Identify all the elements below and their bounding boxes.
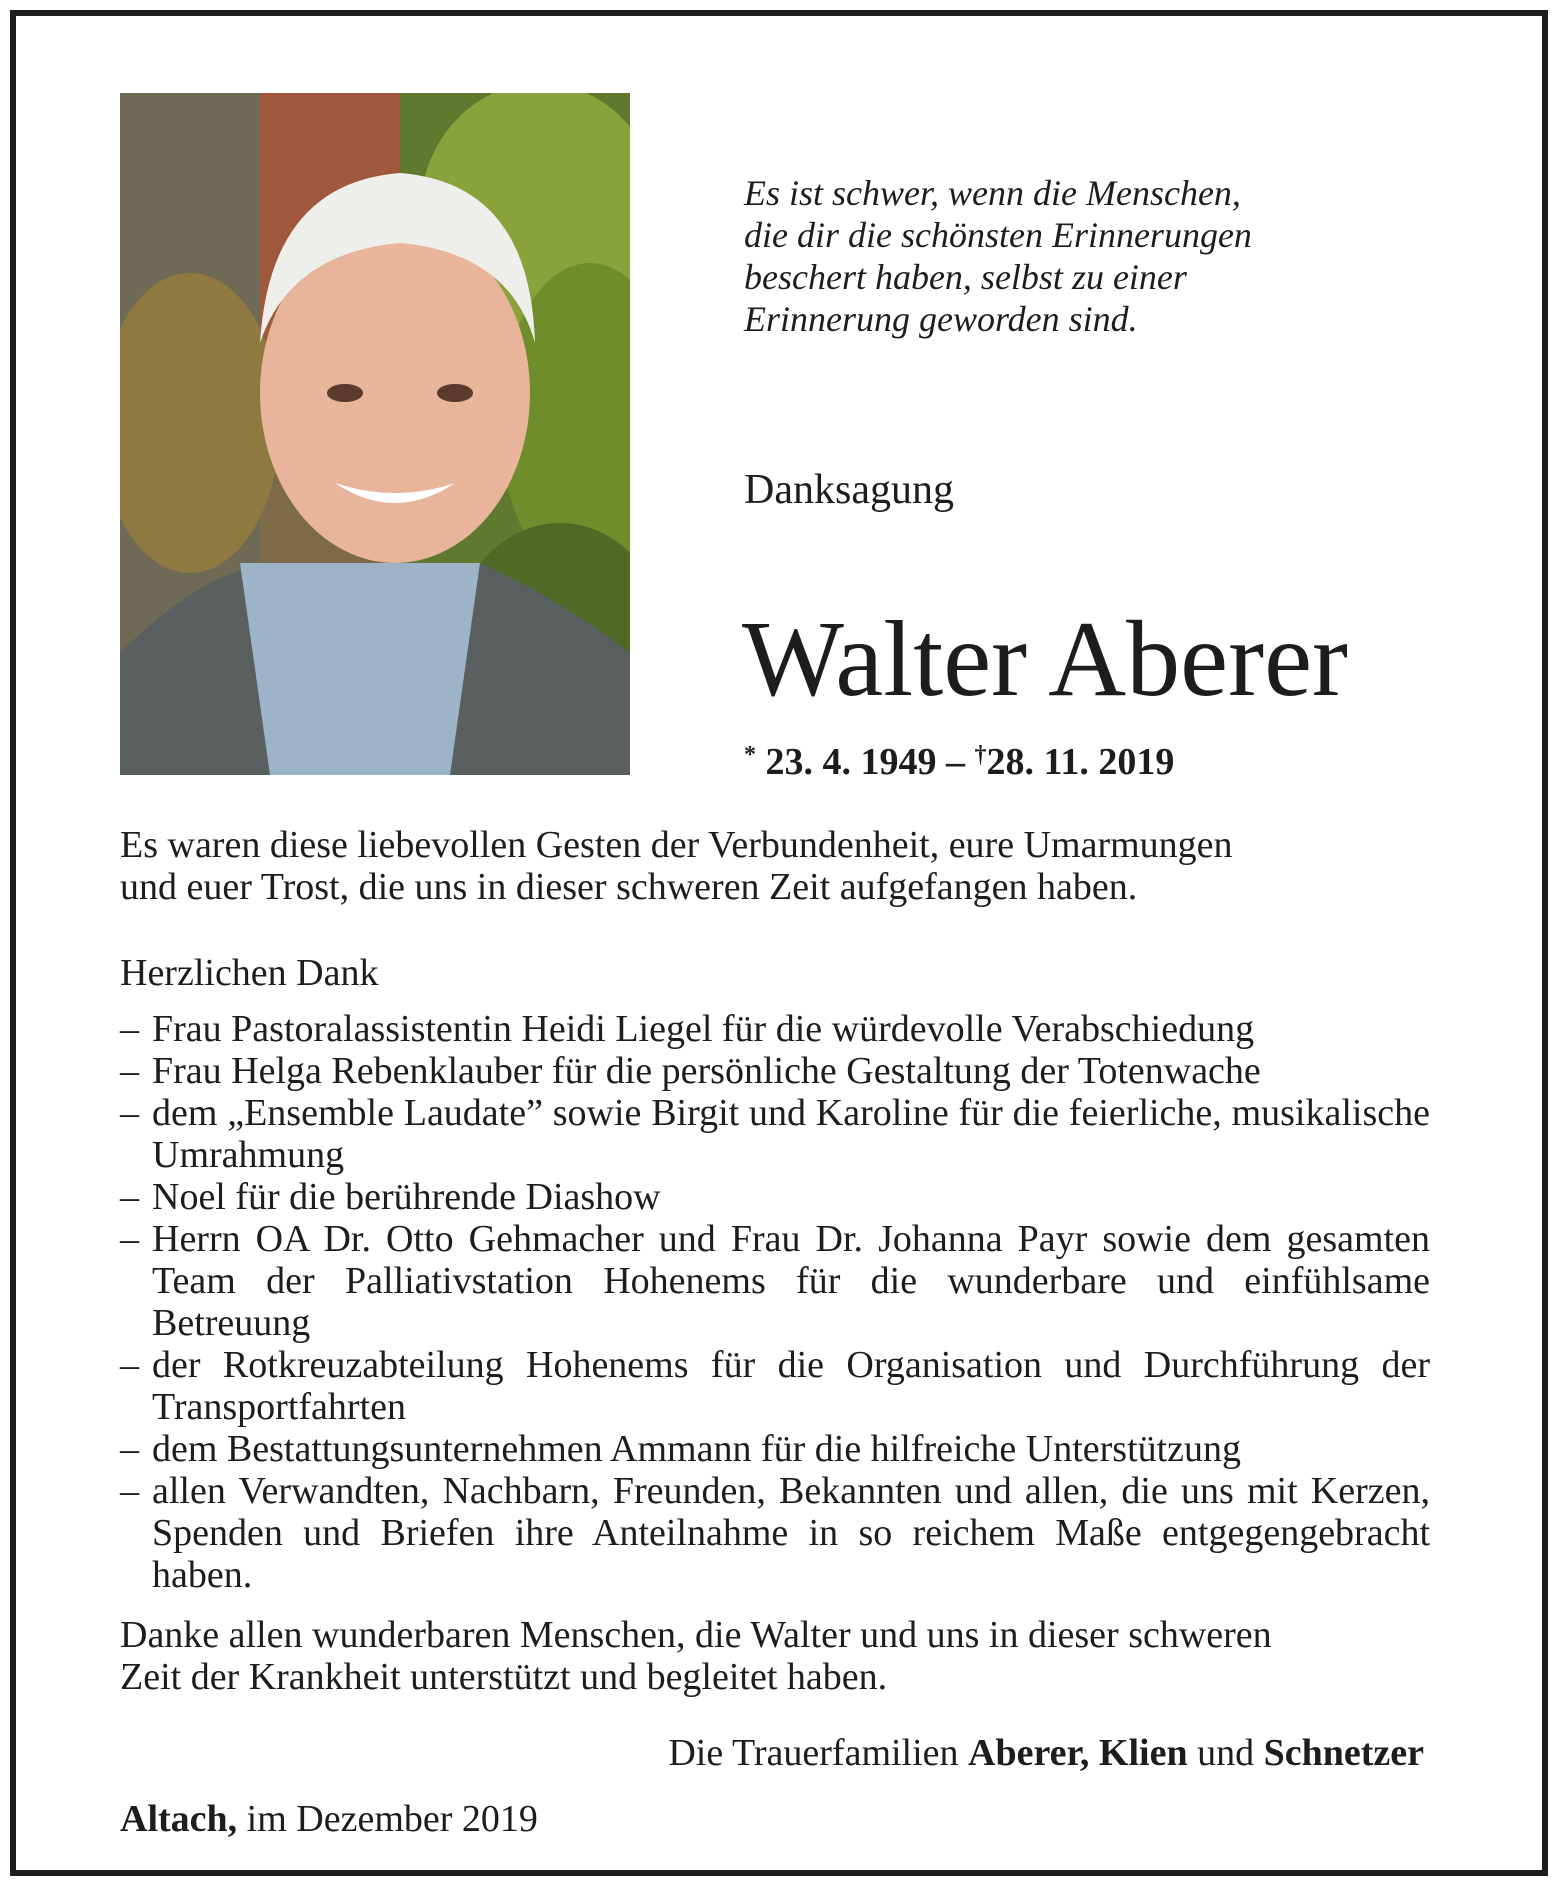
quote-line: Es ist schwer, wenn die Menschen, bbox=[744, 173, 1241, 213]
list-item: – Noel für die berührende Diashow bbox=[120, 1176, 1430, 1218]
place-and-date bbox=[120, 1796, 538, 1842]
notice-heading: Danksagung bbox=[744, 467, 954, 513]
quote-line: beschert haben, selbst zu einer bbox=[744, 257, 1187, 297]
date-separator: – bbox=[946, 741, 965, 783]
closing-line: Danke allen wunderbaren Menschen, die Walter und uns in dieser schweren bbox=[120, 1614, 1272, 1656]
family-name-aberer: Aberer, bbox=[968, 1732, 1090, 1774]
deceased-name: Walter Aberer bbox=[742, 600, 1348, 719]
family-conjunction: und bbox=[1197, 1732, 1255, 1774]
place-city: Altach, bbox=[120, 1798, 238, 1840]
birth-date: 23. 4. 1949 bbox=[765, 741, 937, 783]
list-item: – der Rotkreuzabteilung Hohenems für die Organisation und Durchführung der Transportfahrten bbox=[120, 1344, 1430, 1428]
list-item: – Frau Helga Rebenklauber für die persönliche Gestaltung der Totenwache bbox=[120, 1050, 1430, 1092]
death-symbol: † bbox=[974, 742, 987, 768]
list-item: – dem Bestattungsunternehmen Ammann für die hilfreiche Unterstützung bbox=[120, 1428, 1430, 1470]
intro-paragraph bbox=[120, 824, 1430, 908]
memorial-quote bbox=[744, 172, 1444, 340]
family-name-klien: Klien bbox=[1098, 1732, 1188, 1774]
closing-paragraph bbox=[120, 1614, 1430, 1698]
family-prefix: Die Trauerfamilien bbox=[668, 1732, 959, 1774]
thanks-list bbox=[120, 1008, 1430, 1596]
death-date: 28. 11. 2019 bbox=[986, 741, 1175, 783]
thanks-heading: Herzlichen Dank bbox=[120, 952, 379, 994]
birth-symbol: * bbox=[744, 742, 756, 768]
portrait-photo bbox=[120, 93, 630, 775]
intro-line: Es waren diese liebevollen Gesten der Verbundenheit, eure Umarmungen bbox=[120, 824, 1233, 866]
quote-line: Erinnerung geworden sind. bbox=[744, 299, 1138, 339]
life-dates bbox=[744, 732, 1174, 785]
list-item: – allen Verwandten, Nachbarn, Freunden, Bekannten und allen, die uns mit Kerzen, Spenden und Briefen ihre Anteilnahme in so reichem Maße entgegengebracht haben. bbox=[120, 1470, 1430, 1596]
closing-line: Zeit der Krankheit unterstützt und begleitet haben. bbox=[120, 1656, 888, 1698]
list-item: – dem „Ensemble Laudate” sowie Birgit und Karoline für die feierliche, musikalische Umrahmung bbox=[120, 1092, 1430, 1176]
quote-line: die dir die schönsten Erinnerungen bbox=[744, 215, 1252, 255]
intro-line: und euer Trost, die uns in dieser schweren Zeit aufgefangen haben. bbox=[120, 866, 1138, 908]
list-item: – Frau Pastoralassistentin Heidi Liegel für die würdevolle Verabschiedung bbox=[120, 1008, 1430, 1050]
family-name-schnetzer: Schnetzer bbox=[1263, 1732, 1424, 1774]
place-date: im Dezember 2019 bbox=[246, 1798, 538, 1840]
portrait-illustration bbox=[120, 93, 630, 775]
family-signature bbox=[668, 1730, 1424, 1776]
list-item: – Herrn OA Dr. Otto Gehmacher und Frau Dr. Johanna Payr sowie dem gesamten Team der Palliativstation Hohenems für die wunderbare und einfühlsame Betreuung bbox=[120, 1218, 1430, 1344]
